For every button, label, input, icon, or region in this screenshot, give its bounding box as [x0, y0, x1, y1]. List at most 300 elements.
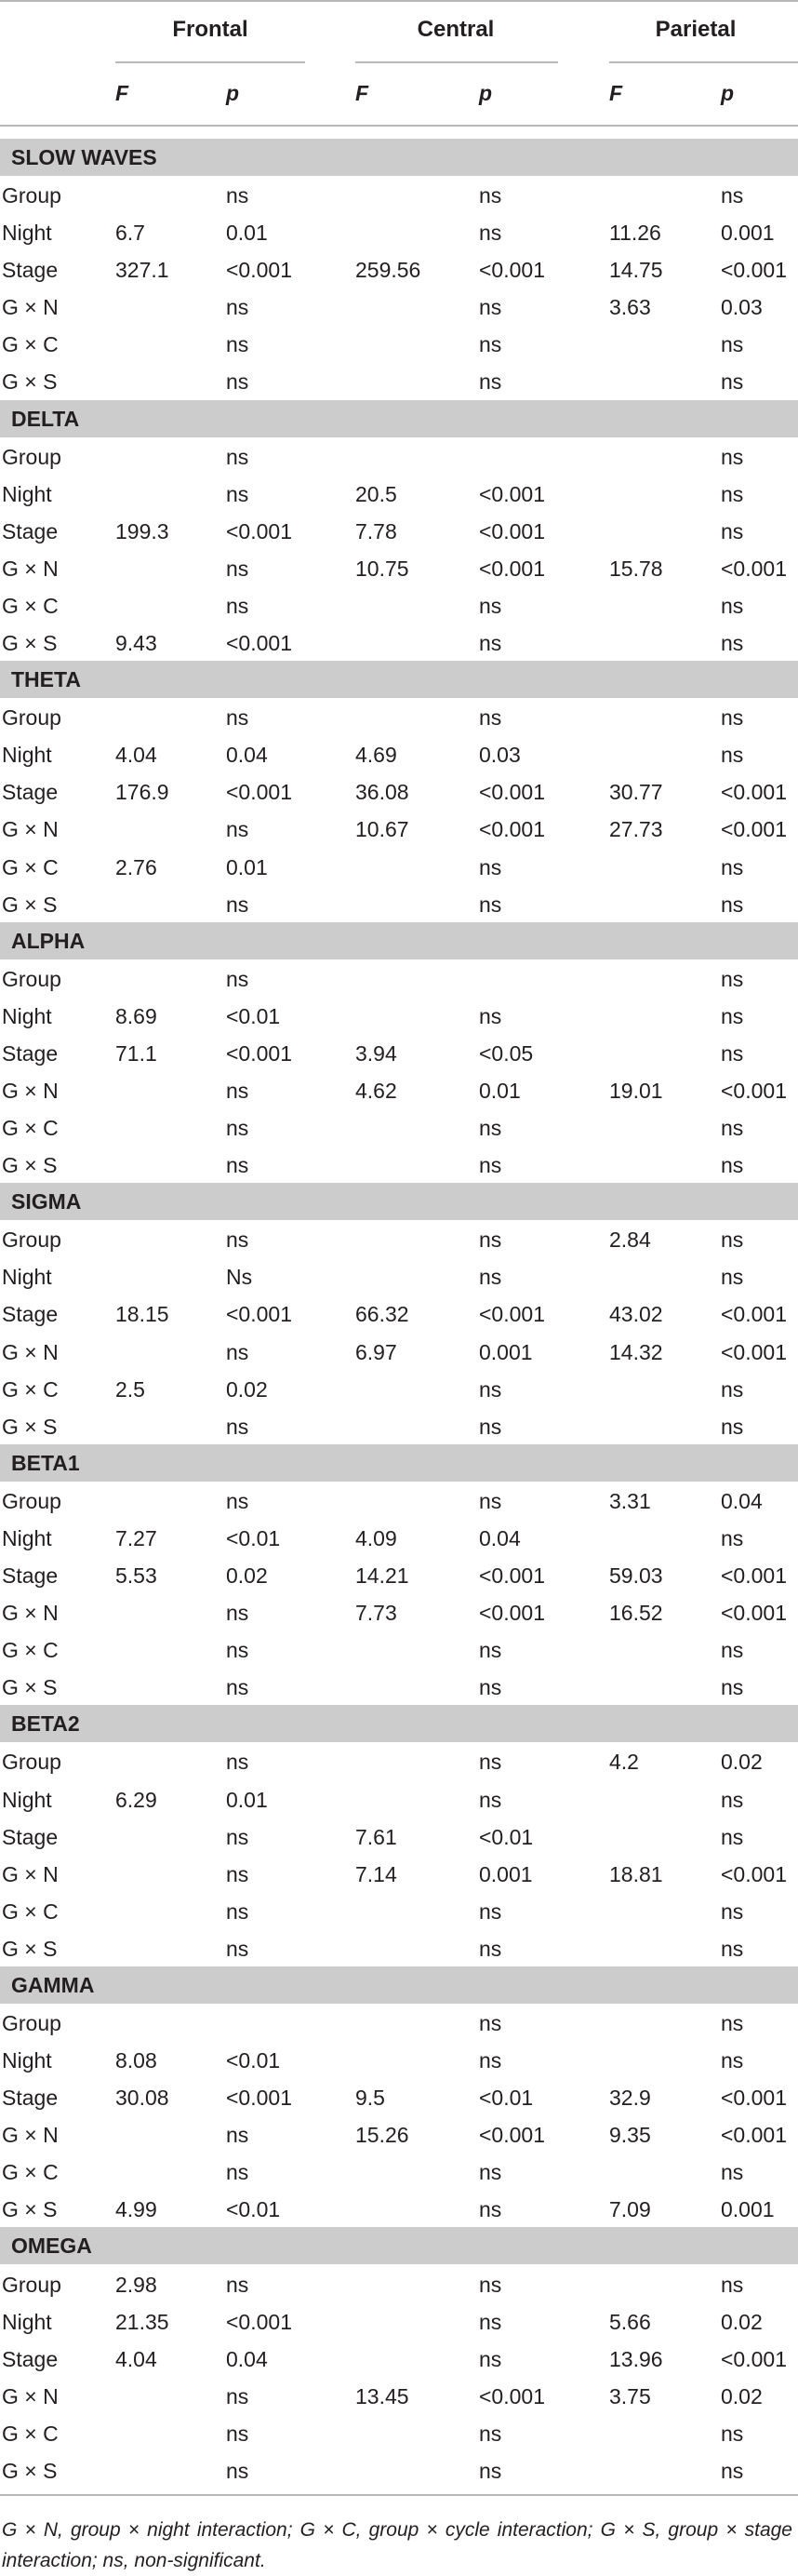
table-cell: ns	[226, 2272, 249, 2297]
table-cell: 13.45	[355, 2383, 409, 2408]
table-cell: ns	[479, 2309, 502, 2334]
table-cell: ns	[479, 1116, 502, 1141]
table-cell: 27.73	[609, 817, 663, 842]
table-cell: 4.69	[355, 743, 397, 768]
table-cell: 5.66	[609, 2309, 651, 2334]
row-label: G × S	[2, 631, 58, 656]
table-cell: ns	[479, 1153, 502, 1178]
row-label: G × C	[2, 1898, 59, 1924]
row-label: G × S	[2, 1675, 58, 1700]
table-cell: 43.02	[609, 1302, 663, 1327]
table-cell: ns	[479, 2011, 502, 2035]
table-cell: ns	[226, 1861, 249, 1886]
row-label: G × C	[2, 2160, 59, 2185]
table-cell: ns	[721, 2048, 744, 2073]
table-cell: <0.001	[226, 1040, 292, 1066]
row-label: G × N	[2, 2123, 59, 2148]
table-cell: <0.001	[721, 2086, 787, 2111]
row-label: Night	[2, 1525, 52, 1550]
group-underline	[115, 61, 305, 63]
table-cell: <0.01	[226, 1525, 281, 1550]
table-footnote: G × N, group × night interaction; G × C, group × cycle interaction; G × S, group × stage interaction; ns, non-significant.	[2, 2519, 792, 2571]
section-label: THETA	[11, 667, 81, 692]
table-cell: ns	[721, 1414, 744, 1439]
table-cell: ns	[479, 1376, 502, 1402]
table-cell: <0.001	[479, 2383, 545, 2408]
table-cell: ns	[721, 444, 744, 469]
table-cell: ns	[226, 705, 249, 731]
row-label: G × C	[2, 1638, 59, 1663]
table-cell: <0.001	[479, 481, 545, 506]
section-label: DELTA	[11, 406, 80, 431]
table-cell: 0.02	[721, 1750, 763, 1775]
table-cell: 0.02	[226, 1376, 268, 1402]
table-cell: 4.04	[115, 2346, 157, 2371]
table-cell: <0.001	[226, 1302, 292, 1327]
table-cell: ns	[721, 705, 744, 731]
table-cell: 6.97	[355, 1339, 397, 1364]
group-underline	[355, 61, 558, 63]
table-cell: ns	[721, 854, 744, 879]
table-cell: <0.001	[479, 556, 545, 581]
table-cell: ns	[721, 631, 744, 656]
row-label: Stage	[2, 2086, 59, 2111]
table-cell: 0.02	[721, 2309, 763, 2334]
table-cell: 0.001	[479, 1339, 533, 1364]
table-cell: 0.01	[479, 1079, 521, 1103]
table-cell: <0.001	[226, 2086, 292, 2111]
table-cell: ns	[226, 1153, 249, 1178]
table-cell: 3.31	[609, 1488, 651, 1513]
row-label: Stage	[2, 1040, 59, 1066]
table-cell: 19.01	[609, 1079, 663, 1103]
row-label: G × C	[2, 1116, 59, 1141]
table-cell: <0.001	[479, 1601, 545, 1626]
row-label: G × S	[2, 892, 58, 917]
table-cell: 7.27	[115, 1525, 157, 1550]
table-cell: 16.52	[609, 1601, 663, 1626]
column-group-header: Central	[417, 17, 495, 42]
table-cell: 2.5	[115, 1376, 145, 1402]
table-cell: ns	[226, 369, 249, 395]
table-cell: 8.08	[115, 2048, 157, 2073]
table-cell: 14.32	[609, 1339, 663, 1364]
table-cell: 13.96	[609, 2346, 663, 2371]
table-cell: 14.21	[355, 1563, 409, 1589]
table-cell: 0.02	[226, 1563, 268, 1589]
row-label: G × S	[2, 1936, 58, 1961]
row-label: G × S	[2, 2458, 58, 2483]
section-header	[0, 400, 798, 437]
row-label: G × S	[2, 369, 58, 395]
row-label: G × N	[2, 1601, 59, 1626]
table-cell: 327.1	[115, 258, 169, 283]
table-cell: <0.001	[479, 780, 545, 805]
table-cell: ns	[721, 332, 744, 357]
table-cell: ns	[226, 2123, 249, 2148]
table-cell: ns	[479, 2160, 502, 2185]
table-cell: ns	[721, 369, 744, 395]
table-cell: 66.32	[355, 1302, 409, 1327]
table-cell: ns	[479, 1787, 502, 1812]
table-cell: <0.001	[721, 780, 787, 805]
table-cell: <0.001	[479, 817, 545, 842]
row-label: Night	[2, 2309, 52, 2334]
table-cell: ns	[721, 1675, 744, 1700]
table-cell: <0.001	[479, 258, 545, 283]
table-cell: ns	[479, 2346, 502, 2371]
table-cell: 0.03	[721, 295, 763, 320]
table-cell: <0.05	[479, 1040, 534, 1066]
table-cell: ns	[226, 1488, 249, 1513]
row-label: Stage	[2, 1563, 59, 1589]
section-label: SIGMA	[11, 1189, 82, 1214]
row-label: G × N	[2, 295, 59, 320]
section-header	[0, 1183, 798, 1220]
section-header	[0, 2227, 798, 2264]
row-label: G × S	[2, 1414, 58, 1439]
row-label: Stage	[2, 1824, 59, 1849]
table-cell: <0.01	[479, 2086, 534, 2111]
table-cell: <0.001	[721, 817, 787, 842]
table-cell: ns	[226, 892, 249, 917]
row-label: Stage	[2, 780, 59, 805]
row-label: G × C	[2, 854, 59, 879]
table-cell: 59.03	[609, 1563, 663, 1589]
table-cell: ns	[226, 183, 249, 208]
table-cell: <0.001	[721, 2346, 787, 2371]
row-label: Group	[2, 183, 61, 208]
table-cell: 21.35	[115, 2309, 169, 2334]
table-cell: 32.9	[609, 2086, 651, 2111]
table-cell: ns	[479, 1414, 502, 1439]
table-cell: 3.94	[355, 1040, 397, 1066]
table-cell: ns	[226, 2458, 249, 2483]
table-cell: ns	[721, 1936, 744, 1961]
table-cell: 7.78	[355, 518, 397, 543]
table-cell: ns	[721, 518, 744, 543]
table-cell: ns	[721, 1638, 744, 1663]
column-group-header: Frontal	[172, 17, 248, 42]
row-label: Stage	[2, 1302, 59, 1327]
table-cell: Ns	[226, 1265, 253, 1290]
section-label: ALPHA	[11, 928, 86, 953]
table-cell: 71.1	[115, 1040, 157, 1066]
row-label: Night	[2, 1265, 52, 1290]
table-cell: 259.56	[355, 258, 421, 283]
table-cell: ns	[226, 2421, 249, 2446]
table-cell: 3.75	[609, 2383, 651, 2408]
row-label: G × N	[2, 556, 59, 581]
table-cell: <0.001	[721, 258, 787, 283]
table-cell: ns	[479, 1750, 502, 1775]
table-cell: <0.001	[226, 780, 292, 805]
row-label: G × C	[2, 332, 59, 357]
table-cell: ns	[226, 444, 249, 469]
row-label: Group	[2, 966, 61, 991]
table-cell: 0.02	[721, 2383, 763, 2408]
table-cell: ns	[479, 1936, 502, 1961]
table-cell: ns	[721, 1265, 744, 1290]
table-cell: ns	[479, 2197, 502, 2222]
table-cell: 0.01	[226, 854, 268, 879]
table-cell: 0.001	[479, 1861, 533, 1886]
column-subheader: F	[609, 81, 623, 105]
row-label: Night	[2, 221, 52, 246]
table-cell: ns	[479, 1898, 502, 1924]
column-subheader: p	[226, 81, 240, 105]
row-label: Stage	[2, 2346, 59, 2371]
table-cell: 0.01	[226, 221, 268, 246]
table-cell: <0.001	[721, 2123, 787, 2148]
table-cell: 0.04	[226, 2346, 268, 2371]
table-cell: ns	[479, 1003, 502, 1028]
row-label: Night	[2, 481, 52, 506]
table-cell: 9.35	[609, 2123, 651, 2148]
section-header	[0, 1966, 798, 2004]
table-cell: ns	[479, 1488, 502, 1513]
table-cell: ns	[479, 2048, 502, 2073]
column-subheader: F	[355, 81, 369, 105]
table-cell: 2.98	[115, 2272, 157, 2297]
table-cell: ns	[226, 1339, 249, 1364]
table-cell: ns	[721, 1003, 744, 1028]
table-cell: 4.99	[115, 2197, 157, 2222]
row-label: Group	[2, 444, 61, 469]
section-label: OMEGA	[11, 2234, 92, 2259]
table-cell: ns	[226, 481, 249, 506]
table-cell: <0.01	[479, 1824, 534, 1849]
table-cell: ns	[721, 1376, 744, 1402]
table-cell: ns	[721, 2272, 744, 2297]
table-cell: 0.001	[721, 2197, 775, 2222]
table-cell: 7.61	[355, 1824, 397, 1849]
table-cell: ns	[721, 1116, 744, 1141]
table-cell: <0.01	[226, 1003, 281, 1028]
section-label: BETA2	[11, 1711, 80, 1737]
row-label: Group	[2, 2272, 61, 2297]
table-cell: ns	[226, 1228, 249, 1253]
table-cell: ns	[721, 2421, 744, 2446]
row-label: Night	[2, 2048, 52, 2073]
table-cell: 30.77	[609, 780, 663, 805]
row-label: Night	[2, 743, 52, 768]
table-cell: ns	[226, 2383, 249, 2408]
row-label: G × N	[2, 817, 59, 842]
table-cell: 7.09	[609, 2197, 651, 2222]
table-cell: ns	[721, 1228, 744, 1253]
table-cell: 4.09	[355, 1525, 397, 1550]
table-cell: ns	[479, 854, 502, 879]
table-cell: ns	[226, 1116, 249, 1141]
table-cell: ns	[721, 1525, 744, 1550]
table-cell: ns	[721, 892, 744, 917]
table-cell: <0.001	[226, 258, 292, 283]
table-cell: ns	[226, 1824, 249, 1849]
table-cell: 6.7	[115, 221, 145, 246]
section-header	[0, 1444, 798, 1482]
row-label: G × C	[2, 1376, 59, 1402]
row-label: Group	[2, 705, 61, 731]
table-cell: ns	[226, 332, 249, 357]
table-cell: ns	[721, 1824, 744, 1849]
table-cell: ns	[721, 743, 744, 768]
table-cell: ns	[479, 1265, 502, 1290]
table-cell: 176.9	[115, 780, 169, 805]
table-cell: 10.67	[355, 817, 409, 842]
table-cell: 10.75	[355, 556, 409, 581]
table-cell: ns	[721, 1898, 744, 1924]
table-cell: ns	[479, 705, 502, 731]
table-cell: 0.01	[226, 1787, 268, 1812]
table-cell: <0.001	[226, 518, 292, 543]
row-label: Night	[2, 1787, 52, 1812]
table-cell: ns	[226, 1750, 249, 1775]
section-label: BETA1	[11, 1450, 80, 1475]
table-cell: ns	[721, 593, 744, 618]
row-label: Group	[2, 1750, 61, 1775]
row-label: G × C	[2, 2421, 59, 2446]
table-cell: ns	[479, 2458, 502, 2483]
table-cell: <0.01	[226, 2197, 281, 2222]
table-cell: ns	[479, 295, 502, 320]
section-header	[0, 922, 798, 959]
row-label: Night	[2, 1003, 52, 1028]
table-cell: <0.001	[721, 1339, 787, 1364]
table-cell: <0.001	[721, 1079, 787, 1103]
table-cell: 5.53	[115, 1563, 157, 1589]
row-label: Group	[2, 1488, 61, 1513]
column-group-header: Parietal	[655, 17, 737, 42]
row-label: Group	[2, 2011, 61, 2035]
table-cell: 4.04	[115, 743, 157, 768]
table-cell: 2.84	[609, 1228, 651, 1253]
row-label: G × C	[2, 593, 59, 618]
table-cell: ns	[226, 817, 249, 842]
table-cell: <0.001	[226, 631, 292, 656]
table-cell: 14.75	[609, 258, 663, 283]
table-cell: 0.04	[479, 1525, 521, 1550]
table-cell: ns	[721, 1787, 744, 1812]
table-cell: ns	[721, 2160, 744, 2185]
table-cell: <0.001	[721, 1563, 787, 1589]
table-cell: ns	[226, 1601, 249, 1626]
row-label: G × N	[2, 2383, 59, 2408]
table-cell: 4.62	[355, 1079, 397, 1103]
row-label: G × N	[2, 1339, 59, 1364]
table-cell: ns	[479, 1638, 502, 1663]
table-cell: 8.69	[115, 1003, 157, 1028]
table-cell: ns	[479, 1228, 502, 1253]
column-subheader: p	[479, 81, 493, 105]
table-cell: ns	[479, 2421, 502, 2446]
table-cell: 15.26	[355, 2123, 409, 2148]
table-cell: 7.14	[355, 1861, 397, 1886]
group-underline	[609, 61, 798, 63]
table-bottom-rule	[0, 2494, 798, 2496]
table-cell: 0.04	[226, 743, 268, 768]
table-cell: ns	[479, 332, 502, 357]
table-cell: <0.001	[479, 2123, 545, 2148]
table-top-rule	[0, 0, 798, 2]
table-cell: <0.001	[721, 1302, 787, 1327]
row-label: G × N	[2, 1861, 59, 1886]
section-label: GAMMA	[11, 1972, 95, 1997]
table-cell: 11.26	[609, 221, 661, 246]
table-cell: 6.29	[115, 1787, 157, 1812]
header-bottom-rule	[0, 125, 798, 127]
table-cell: ns	[226, 2160, 249, 2185]
table-cell: <0.01	[226, 2048, 281, 2073]
table-cell: ns	[721, 1153, 744, 1178]
table-cell: ns	[479, 593, 502, 618]
table-cell: 30.08	[115, 2086, 169, 2111]
table-cell: 9.5	[355, 2086, 385, 2111]
table-cell: <0.001	[721, 1601, 787, 1626]
table-cell: <0.001	[226, 2309, 292, 2334]
table-cell: <0.001	[479, 1563, 545, 1589]
table-cell: 0.03	[479, 743, 521, 768]
table-cell: <0.001	[721, 556, 787, 581]
table-cell: <0.001	[721, 1861, 787, 1886]
row-label: Stage	[2, 258, 59, 283]
table-cell: <0.001	[479, 518, 545, 543]
row-label: Group	[2, 1228, 61, 1253]
table-cell: ns	[479, 1675, 502, 1700]
table-cell: ns	[721, 2458, 744, 2483]
table-cell: 199.3	[115, 518, 169, 543]
table-cell: 15.78	[609, 556, 663, 581]
table-cell: ns	[721, 183, 744, 208]
table-cell: 2.76	[115, 854, 157, 879]
table-cell: ns	[479, 221, 502, 246]
row-label: Stage	[2, 518, 59, 543]
table-cell: ns	[721, 1040, 744, 1066]
table-cell: ns	[721, 966, 744, 991]
table-cell: ns	[226, 1079, 249, 1103]
table-cell: ns	[226, 556, 249, 581]
table-cell: ns	[226, 1414, 249, 1439]
table-cell: ns	[721, 481, 744, 506]
row-label: G × S	[2, 1153, 58, 1178]
table-cell: ns	[479, 892, 502, 917]
section-header	[0, 1705, 798, 1742]
table-cell: ns	[226, 1675, 249, 1700]
table-cell: ns	[226, 1936, 249, 1961]
table-cell: ns	[226, 1638, 249, 1663]
table-cell: ns	[479, 183, 502, 208]
table-cell: 7.73	[355, 1601, 397, 1626]
table-cell: 9.43	[115, 631, 157, 656]
section-header	[0, 139, 798, 176]
table-cell: ns	[226, 966, 249, 991]
table-cell: ns	[479, 369, 502, 395]
table-cell: 36.08	[355, 780, 409, 805]
row-label: G × N	[2, 1079, 59, 1103]
table-cell: 3.63	[609, 295, 651, 320]
table-cell: ns	[226, 1898, 249, 1924]
table-cell: <0.001	[479, 1302, 545, 1327]
table-cell: 4.2	[609, 1750, 639, 1775]
table-cell: ns	[226, 593, 249, 618]
table-cell: ns	[226, 295, 249, 320]
table-cell: 0.04	[721, 1488, 763, 1513]
table-cell: 0.001	[721, 221, 775, 246]
row-label: G × S	[2, 2197, 58, 2222]
column-subheader: p	[721, 81, 735, 105]
table-cell: 18.81	[609, 1861, 663, 1886]
column-subheader: F	[115, 81, 129, 105]
